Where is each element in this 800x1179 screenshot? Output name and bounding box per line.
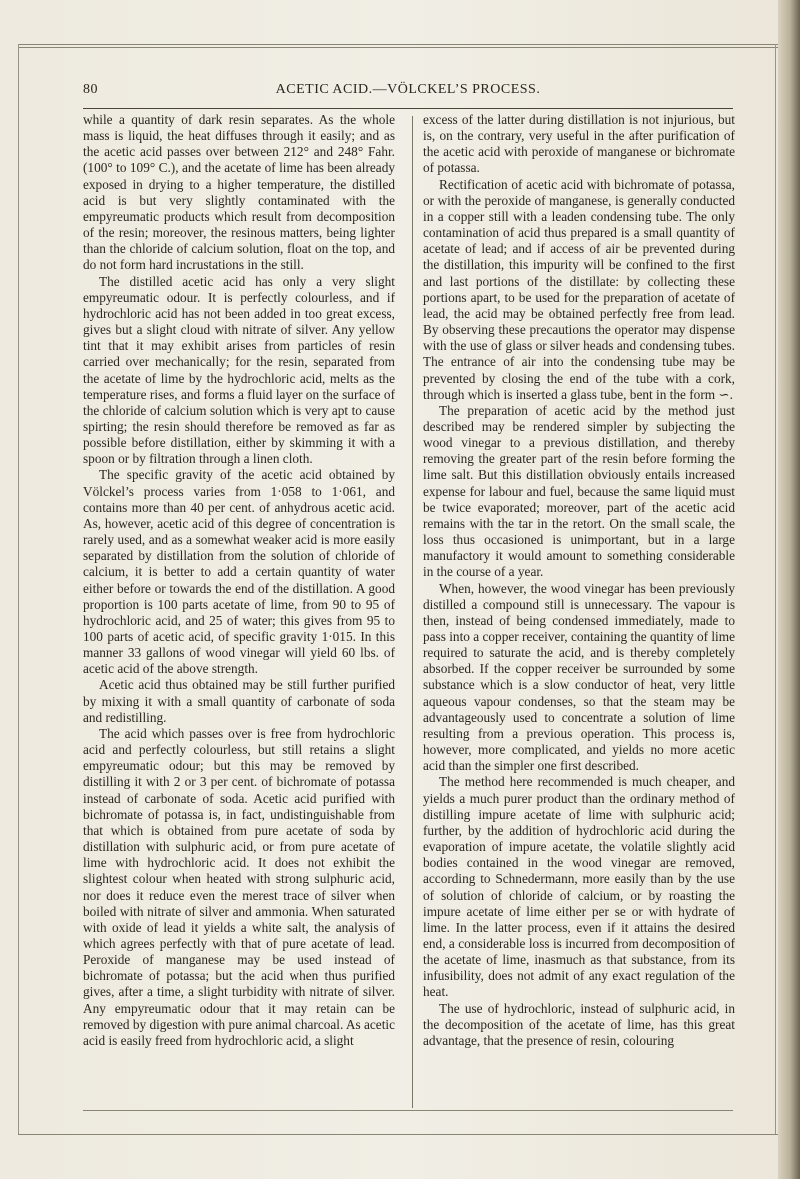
page-number: 80 bbox=[83, 82, 98, 97]
frame-rule-top bbox=[18, 44, 778, 45]
frame-rule-right bbox=[775, 44, 776, 1134]
column-divider bbox=[412, 116, 413, 1108]
book-binding-edge bbox=[778, 0, 800, 1179]
page-header bbox=[83, 82, 733, 104]
paragraph: while a quantity of dark resin separates. As the whole mass is liquid, the heat diffuses through it easily; and as the acetic acid passes over between 212° and 248° Fahr. (100° to 109° C.), and the acetate of lime has been already exposed in drying to a higher temperature, the distilled acid is but very slightly contaminated with the empyreumatic products which result from decomposition of the resin; moreover, the resinous matters, being lighter than the chloride of calcium solution, float on the top, and do not form hard incrustations in the still. bbox=[83, 112, 395, 273]
paragraph: The distilled acetic acid has only a very slight empyreumatic odour. It is perfectly colourless, and if hydrochloric acid has not been added in too great excess, gives but a slight cloud with nitrate of silver. Any yellow tint that it may exhibit arises from particles of resin carried over mechanically; for the resin, separated from the acetate of lime by the hydrochloric acid, melts as the temperature rises, and forms a fluid layer on the surface of the chloride of calcium solution which is very apt to cause spirting; the resin should therefore be removed as far as possible before distillation, either by skimming it with a spoon or by filtration through a linen cloth. bbox=[83, 273, 395, 467]
header-rule bbox=[83, 108, 733, 109]
paragraph: The specific gravity of the acetic acid obtained by Völckel’s process varies from 1·058 to 1·061, and contains more than 40 per cent. of anhydrous acetic acid. As, however, acetic acid of this degree of concentration is rarely used, and as a somewhat weaker acid is more easily separated by distillation from the solution of chloride of calcium, it is better to add a certain quantity of water either before or towards the end of the distillation. A good proportion is 100 parts acetate of lime, from 90 to 95 of hydrochloric acid, and 25 of water; this gives from 95 to 100 parts of acetic acid, of specific gravity 1·015. In this manner 33 gallons of wood vinegar will yield 60 lbs. of acetic acid of the above strength. bbox=[83, 467, 395, 677]
running-head: ACETIC ACID.—VÖLCKEL’S PROCESS. bbox=[275, 82, 541, 97]
paragraph: Acetic acid thus obtained may be still further purified by mixing it with a small quantity of carbonate of soda and redistilling. bbox=[83, 677, 395, 725]
paragraph: excess of the latter during distillation is not injurious, but is, on the contrary, very useful in the after purification of the acetic acid with peroxide of manganese or bichromate of potassa. bbox=[423, 112, 735, 176]
paragraph: The use of hydrochloric, instead of sulphuric acid, in the decomposition of the acetate of lime, has this great advantage, that the presence of resin, colouring bbox=[423, 1000, 735, 1048]
frame-rule-bottom bbox=[18, 1134, 778, 1135]
right-column bbox=[423, 112, 735, 1112]
paragraph: Rectification of acetic acid with bichromate of potassa, or with the peroxide of manganese, is generally conducted in a copper still with a leaden condensing tube. The only contamination of acid thus prepared is a small quantity of acetate of lead; and if access of air be prevented during the distillation, this impurity will be confined to the first and last portions of the distillate: by collecting these portions apart, to be used for the preparation of acetate of lead, the acid may be obtained perfectly free from lead. By observing these precautions the operator may dispense with the use of glass or silver heads and condensing tubes. The entrance of air into the condensing tube may be prevented by closing the end of the tube with a cork, through which is inserted a glass tube, bent in the form ∽. bbox=[423, 176, 735, 402]
bottom-rule bbox=[83, 1110, 733, 1111]
frame-rule-left bbox=[18, 44, 19, 1134]
left-column bbox=[83, 112, 395, 1112]
paragraph: The acid which passes over is free from hydrochloric acid and perfectly colourless, but still retains a slight empyreumatic odour; but this may be removed by distilling it with 2 or 3 per cent. of bichromate of potassa instead of carbonate of soda. Acetic acid purified with bichromate of potassa is, in fact, undistinguishable from that which is obtained from pure acetate of soda by distillation with sulphuric acid, or from pure acetate of lime with hydrochloric acid. It does not exhibit the slightest colour when heated with strong sulphuric acid, nor does it reduce even the merest trace of silver when boiled with nitrate of silver and ammonia. When saturated with oxide of lead it yields a white salt, the analysis of which agrees perfectly with that of pure acetate of lead. Peroxide of manganese may be used instead of bichromate of potassa; but the acid when thus purified gives, after a time, a slight turbidity with nitrate of silver. Any empyreumatic odour that it may retain can be removed by digestion with pure animal charcoal. As acetic acid is easily freed from hydrochloric acid, a slight bbox=[83, 725, 395, 1048]
paragraph: The method here recommended is much cheaper, and yields a much purer product than the ordinary method of distilling impure acetate of lime with sulphuric acid; further, by the addition of hydrochloric acid during the evaporation of impure acetate, the volatile slightly acid bodies contained in the wood vinegar are removed, according to Schnedermann, more easily than by the use of solution of chloride of calcium, or by roasting the impure acetate of lime either per se or with hydrate of lime. In the latter process, even if it attains the desired end, a considerable loss is incurred from decomposition of the acetate of lime, inasmuch as that substance, from its infusibility, does not admit of any exact regulation of the heat. bbox=[423, 774, 735, 1000]
paragraph: When, however, the wood vinegar has been previously distilled a compound still is unnecessary. The vapour is then, instead of being condensed immediately, made to pass into a copper receiver, containing the quantity of lime required to saturate the acid, and is thereby completely absorbed. If the copper receiver be surrounded by some substance which is a slow conductor of heat, very little aqueous vapour condenses, so that the steam may be advantageously used to concentrate a solution of lime resulting from a previous operation. This process is, however, more complicated, and yields no more acetic acid than the simpler one first described. bbox=[423, 580, 735, 774]
paragraph: The preparation of acetic acid by the method just described may be rendered simpler by subjecting the wood vinegar to a previous distillation, and thereby removing the greater part of the resin before forming the lime salt. But this distillation obviously entails increased expense for labour and fuel, because the same liquid must be twice evaporated; moreover, part of the acetic acid remains with the tar in the retort. On the small scale, the loss thus occasioned is unimportant, but in a large manufactory it would amount to something considerable in the course of a year. bbox=[423, 402, 735, 580]
frame-rule-top-inner bbox=[18, 47, 778, 48]
